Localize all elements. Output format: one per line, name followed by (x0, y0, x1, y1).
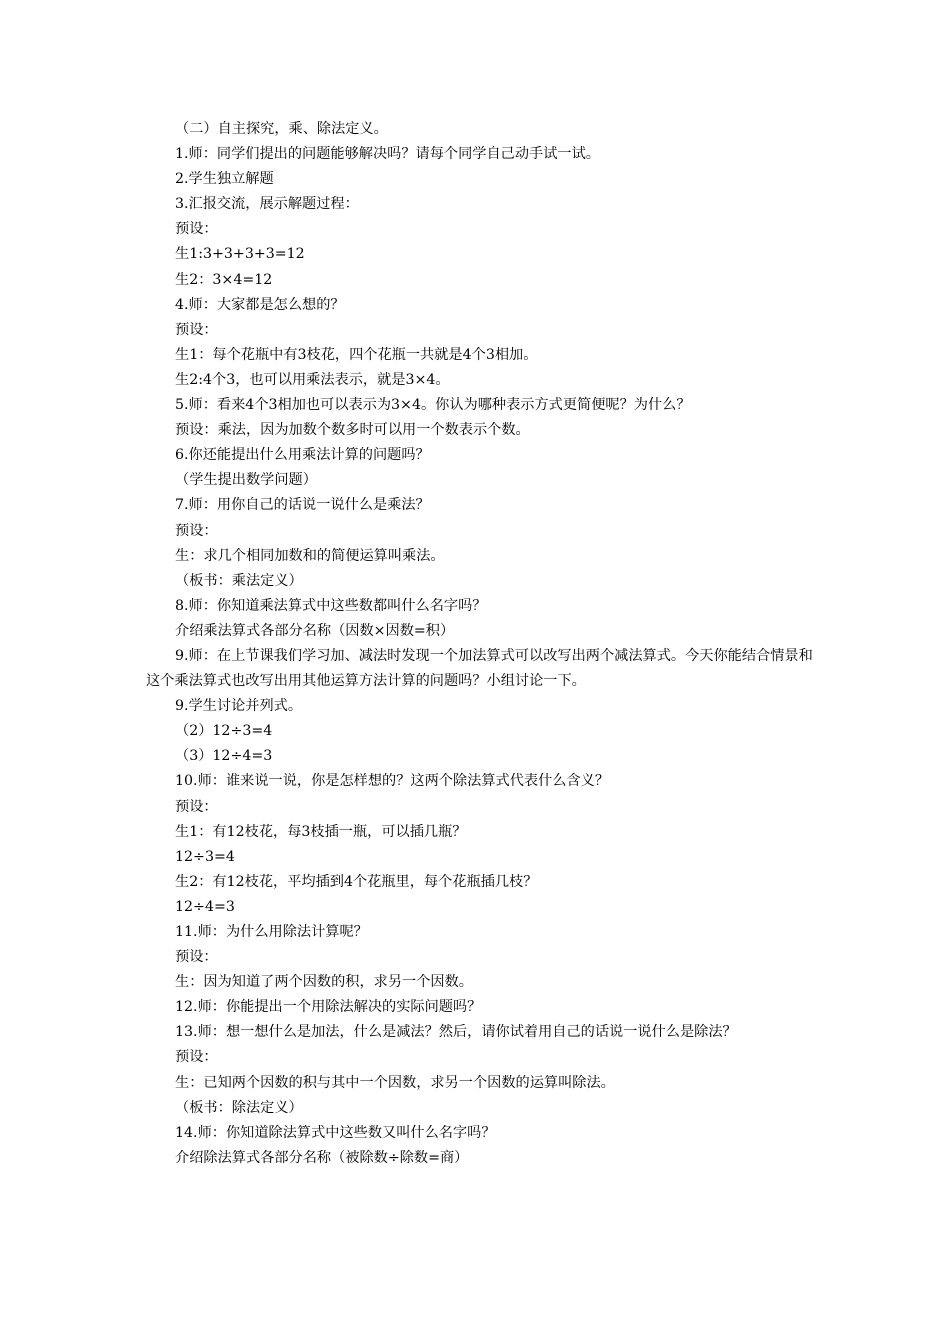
text-line: 生：已知两个因数的积与其中一个因数，求另一个因数的运算叫除法。 (175, 1074, 615, 1091)
text-line: 10.师：谁来说一说，你是怎样想的？这两个除法算式代表什么含义？ (175, 773, 610, 790)
text-line: 生1:3+3+3+3=12 (175, 246, 305, 263)
text-line: 1.师：同学们提出的问题能够解决吗？请每个同学自己动手试一试。 (175, 146, 600, 163)
text-line: 14.师：你知道除法算式中这些数又叫什么名字吗？ (175, 1124, 496, 1141)
text-line: 预设： (175, 798, 218, 815)
text-line: 5.师：看来4个3相加也可以表示为3×4。你认为哪种表示方式更简便呢？为什么？ (175, 397, 691, 414)
text-line: 生：求几个相同加数和的简便运算叫乘法。 (175, 547, 445, 564)
text-line: 2.学生独立解题 (175, 171, 274, 188)
text-line: 预设： (175, 1049, 218, 1066)
text-line: 生：因为知道了两个因数的积，求另一个因数。 (175, 974, 473, 991)
text-line: 生2:4个3，也可以用乘法表示，就是3×4。 (175, 371, 450, 388)
text-line: 7.师：用你自己的话说一说什么是乘法？ (175, 497, 430, 514)
text-line: 11.师：为什么用除法计算呢？ (175, 924, 368, 940)
text-line: 9.学生讨论并列式。 (175, 698, 303, 715)
text-line: 4.师：大家都是怎么想的？ (175, 296, 345, 313)
text-line: 生2：3×4=12 (175, 271, 273, 288)
text-line: 3.汇报交流，展示解题过程： (175, 196, 359, 213)
document-body (146, 117, 826, 1171)
text-line: 生1：每个花瓶中有3枝花，四个花瓶一共就是4个3相加。 (175, 346, 538, 363)
text-line: 6.你还能提出什么用乘法计算的问题吗？ (175, 447, 430, 464)
text-line: 13.师：想一想什么是加法，什么是减法？然后，请你试着用自己的话说一说什么是除法？ (175, 1024, 737, 1041)
text-line: 预设：乘法，因为加数个数多时可以用一个数表示个数。 (175, 422, 530, 439)
text-line: 预设： (175, 949, 218, 966)
text-line: （2）12÷3=4 (175, 723, 273, 740)
text-line: 12.师：你能提出一个用除法解决的实际问题吗？ (175, 999, 482, 1016)
text-line: 生2：有12枝花，平均插到4个花瓶里，每个花瓶插几枝？ (175, 873, 538, 890)
text-line: 预设： (175, 522, 218, 539)
text-line: 预设： (175, 221, 218, 238)
text-line: （学生提出数学问题） (175, 472, 317, 489)
text-line: 12÷4=3 (175, 898, 235, 915)
text-line: 生1：有12枝花，每3枝插一瓶，可以插几瓶？ (175, 823, 467, 840)
text-line: 预设： (175, 321, 218, 338)
section-heading: （二）自主探究，乘、除法定义。 (175, 121, 388, 137)
text-line: 介绍乘法算式各部分名称（因数×因数=积） (175, 622, 455, 639)
text-line: 介绍除法算式各部分名称（被除数÷除数=商） (175, 1149, 469, 1166)
text-line: 8.师：你知道乘法算式中这些数都叫什么名字吗？ (175, 597, 487, 614)
text-line: （3）12÷4=3 (175, 748, 273, 765)
paragraph: 9.师：在上节课我们学习加、减法时发现一个加法算式可以改写出两个减法算式。今天你能结合情景和这个乘法算式也改写出用其他运算方法计算的问题吗？小组讨论一下。 (146, 647, 813, 690)
text-line: （板书：除法定义） (175, 1099, 303, 1116)
text-line: 12÷3=4 (175, 848, 235, 865)
text-line: （板书：乘法定义） (175, 572, 303, 589)
